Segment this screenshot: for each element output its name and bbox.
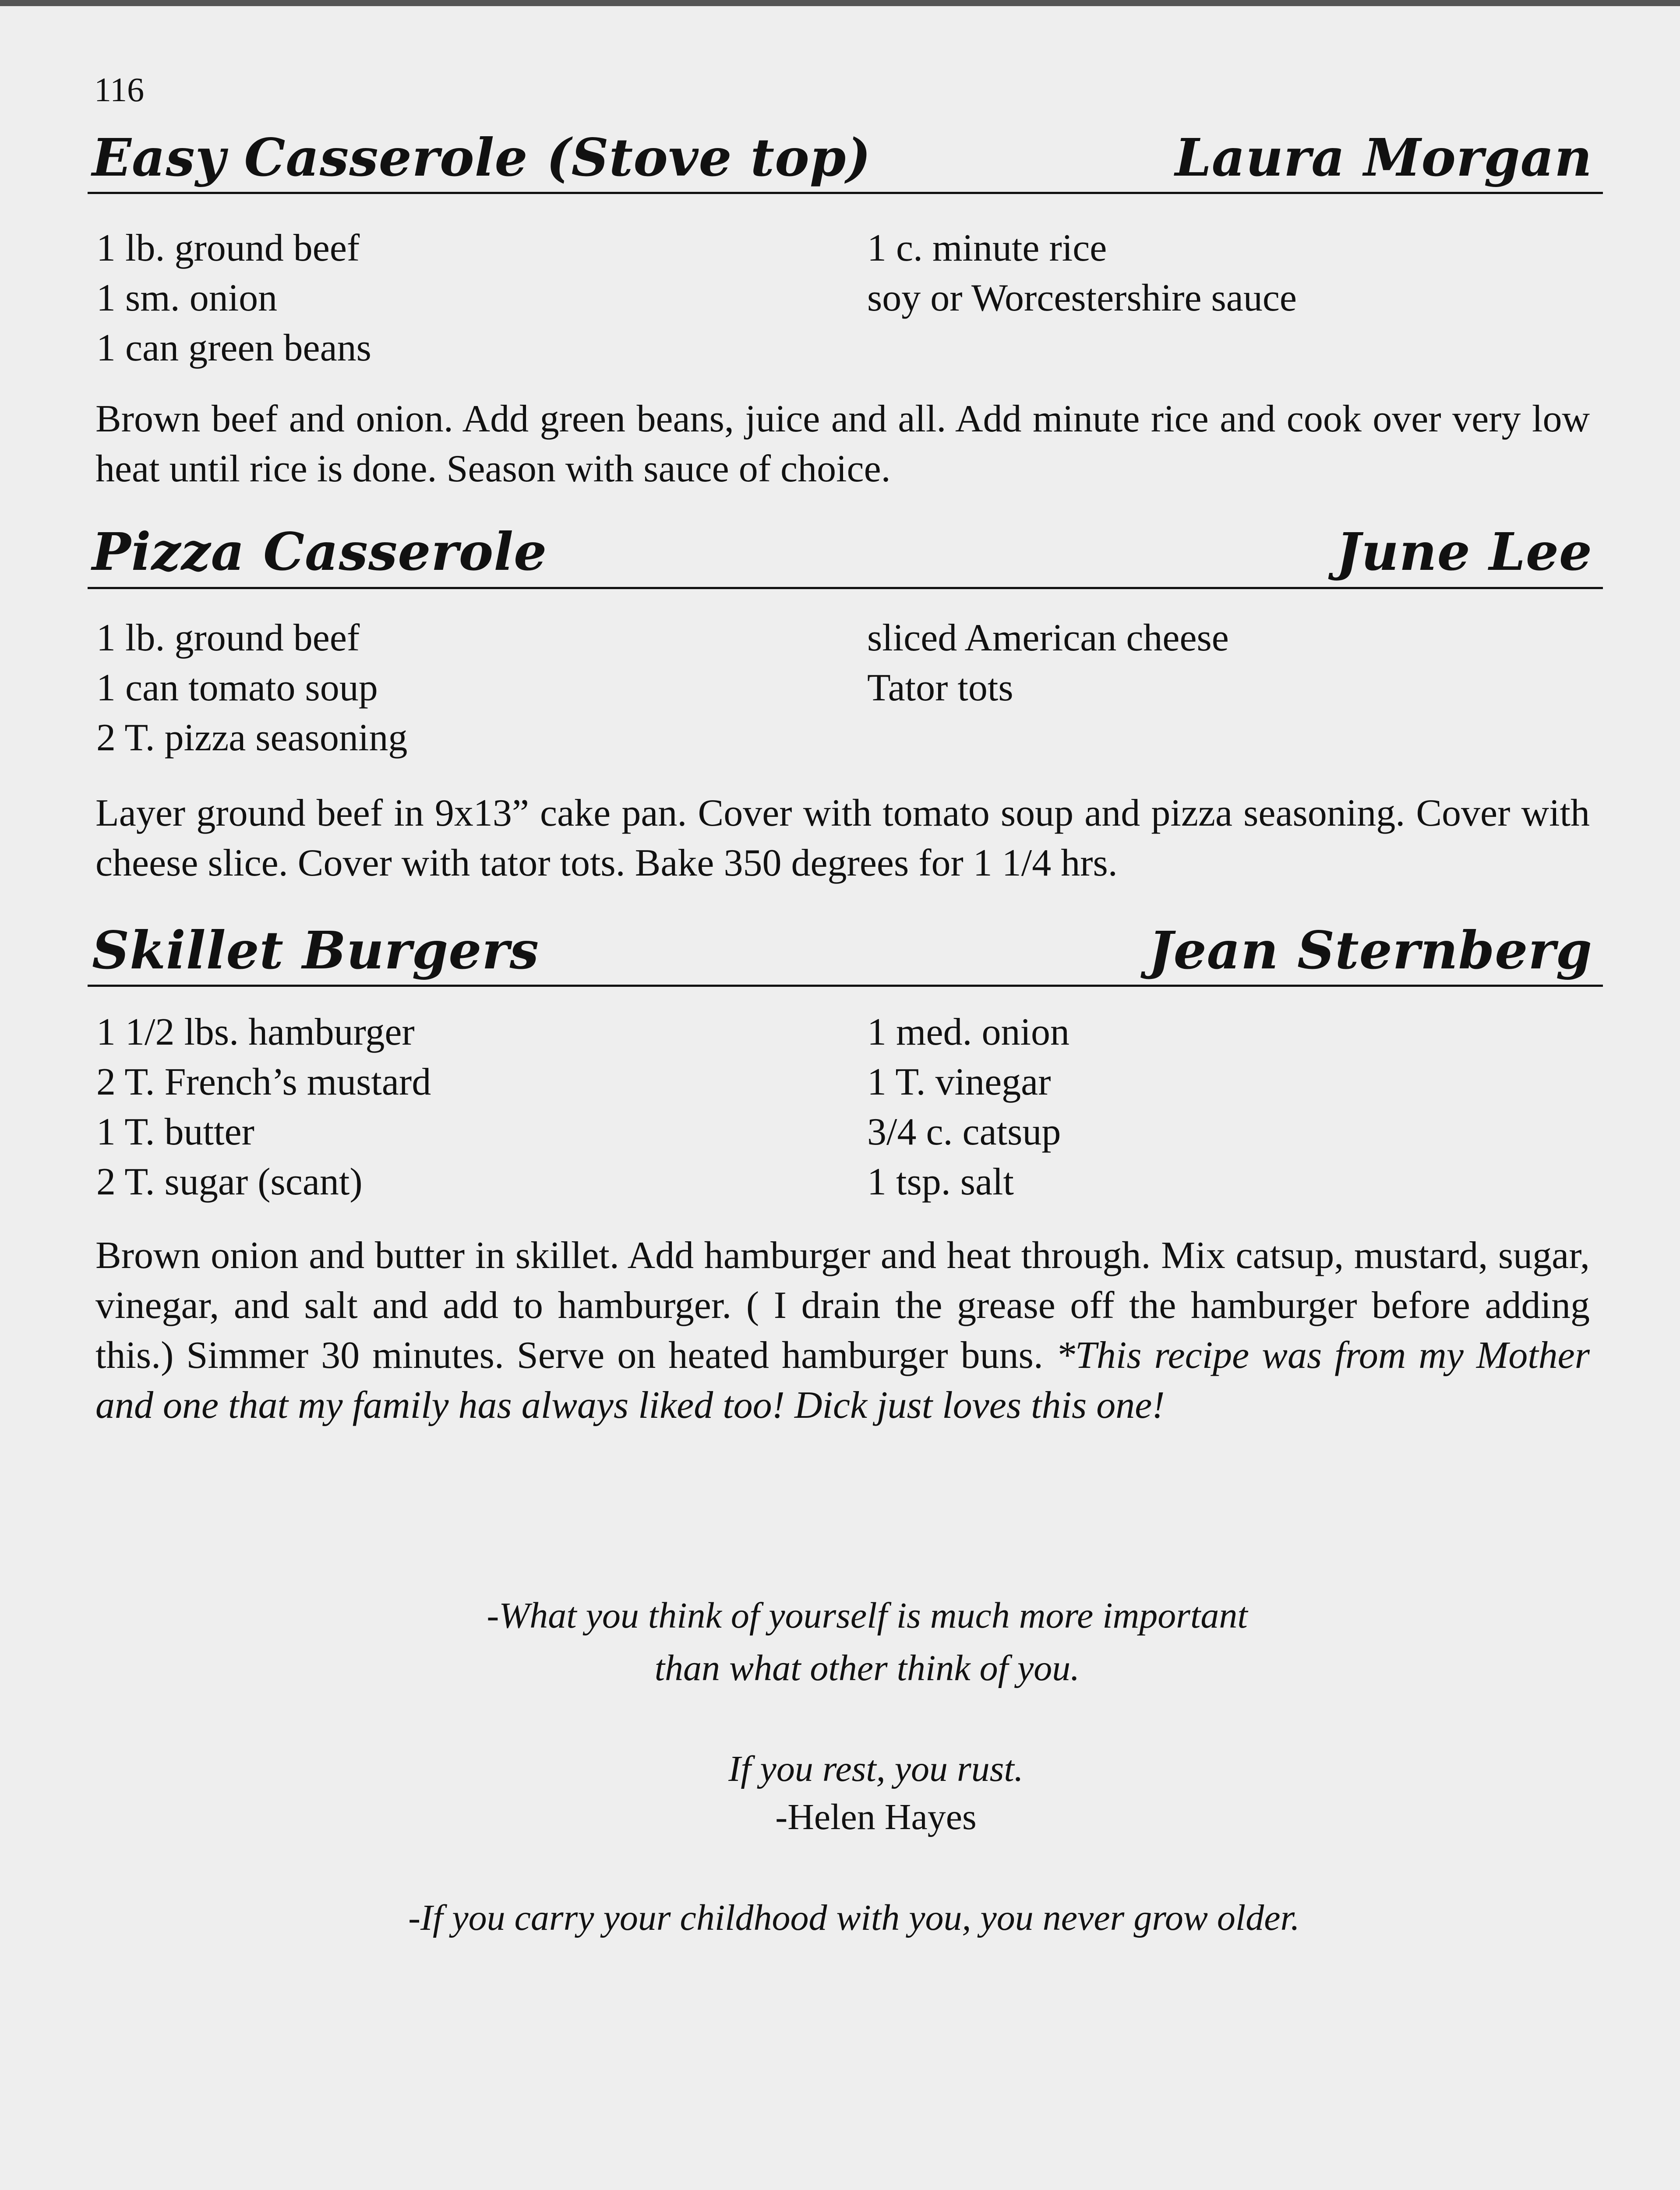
title-rule — [88, 192, 1603, 194]
recipe-author-june-lee: June Lee — [1336, 521, 1592, 582]
quote-line: -What you think of yourself is much more important — [487, 1595, 1248, 1636]
ingredient: soy or Worcestershire sauce — [867, 277, 1297, 319]
ingredient: 2 T. pizza seasoning — [96, 717, 408, 759]
ingredient: 1 can green beans — [96, 327, 371, 369]
quote-line: If you rest, you rust. — [728, 1748, 1024, 1789]
recipe-directions: Layer ground beef in 9x13” cake pan. Cover with tomato soup and pizza seasoning. Cover with cheese slice. Cover with tator tots. Bake 350 degrees for 1 1/4 hrs. — [95, 792, 1590, 884]
ingredient: 1 sm. onion — [96, 277, 278, 319]
recipe-author-laura-morgan: Laura Morgan — [1175, 127, 1592, 188]
recipe-directions: Brown beef and onion. Add green beans, juice and all. Add minute rice and cook over very low heat until rice is done. Season with sauce of choice. — [95, 398, 1590, 490]
page-top-edge — [0, 0, 1680, 6]
recipe-title-skillet-burgers: Skillet Burgers — [92, 920, 539, 981]
recipe-note: *This recipe was from my Mother and one that my family has always liked too! Dick just loves this one! — [95, 1334, 1590, 1427]
quote-line: -If you carry your childhood with you, you never grow older. — [408, 1897, 1300, 1938]
recipe-title-pizza-casserole: Pizza Casserole — [92, 521, 547, 582]
ingredient: 1 med. onion — [867, 1011, 1069, 1053]
ingredient: 1 can tomato soup — [96, 667, 378, 709]
recipe-title-easy-casserole: Easy Casserole (Stove top) — [92, 127, 872, 188]
directions-text: Brown onion and butter in skillet. Add hamburger and heat through. Mix catsup, mustard, sugar, vinegar, and salt and add to hamburger. ( I drain the grease off the hamburger before adding this.) Simmer 30 minutes. Serve on heated hamburger buns. — [95, 1234, 1590, 1377]
recipe-author-jean-sternberg: Jean Sternberg — [1148, 920, 1592, 981]
ingredient: 1 c. minute rice — [867, 227, 1107, 269]
title-rule — [88, 587, 1603, 589]
ingredient: 1 T. vinegar — [867, 1061, 1051, 1103]
quote-attribution: -Helen Hayes — [775, 1797, 977, 1837]
page-number: 116 — [94, 71, 145, 109]
quote-line: than what other think of you. — [654, 1648, 1080, 1688]
title-rule — [88, 985, 1603, 987]
ingredient: 1 tsp. salt — [867, 1161, 1014, 1203]
ingredient: 3/4 c. catsup — [867, 1111, 1061, 1153]
ingredient: Tator tots — [867, 667, 1013, 709]
ingredient: 1 lb. ground beef — [96, 227, 360, 269]
ingredient: sliced American cheese — [867, 617, 1229, 659]
ingredient: 1 T. butter — [96, 1111, 254, 1153]
ingredient: 1 1/2 lbs. hamburger — [96, 1011, 415, 1053]
recipe-directions — [95, 1231, 1590, 1431]
ingredient: 1 lb. ground beef — [96, 617, 360, 659]
ingredient: 2 T. sugar (scant) — [96, 1161, 363, 1203]
ingredient: 2 T. French’s mustard — [96, 1061, 431, 1103]
